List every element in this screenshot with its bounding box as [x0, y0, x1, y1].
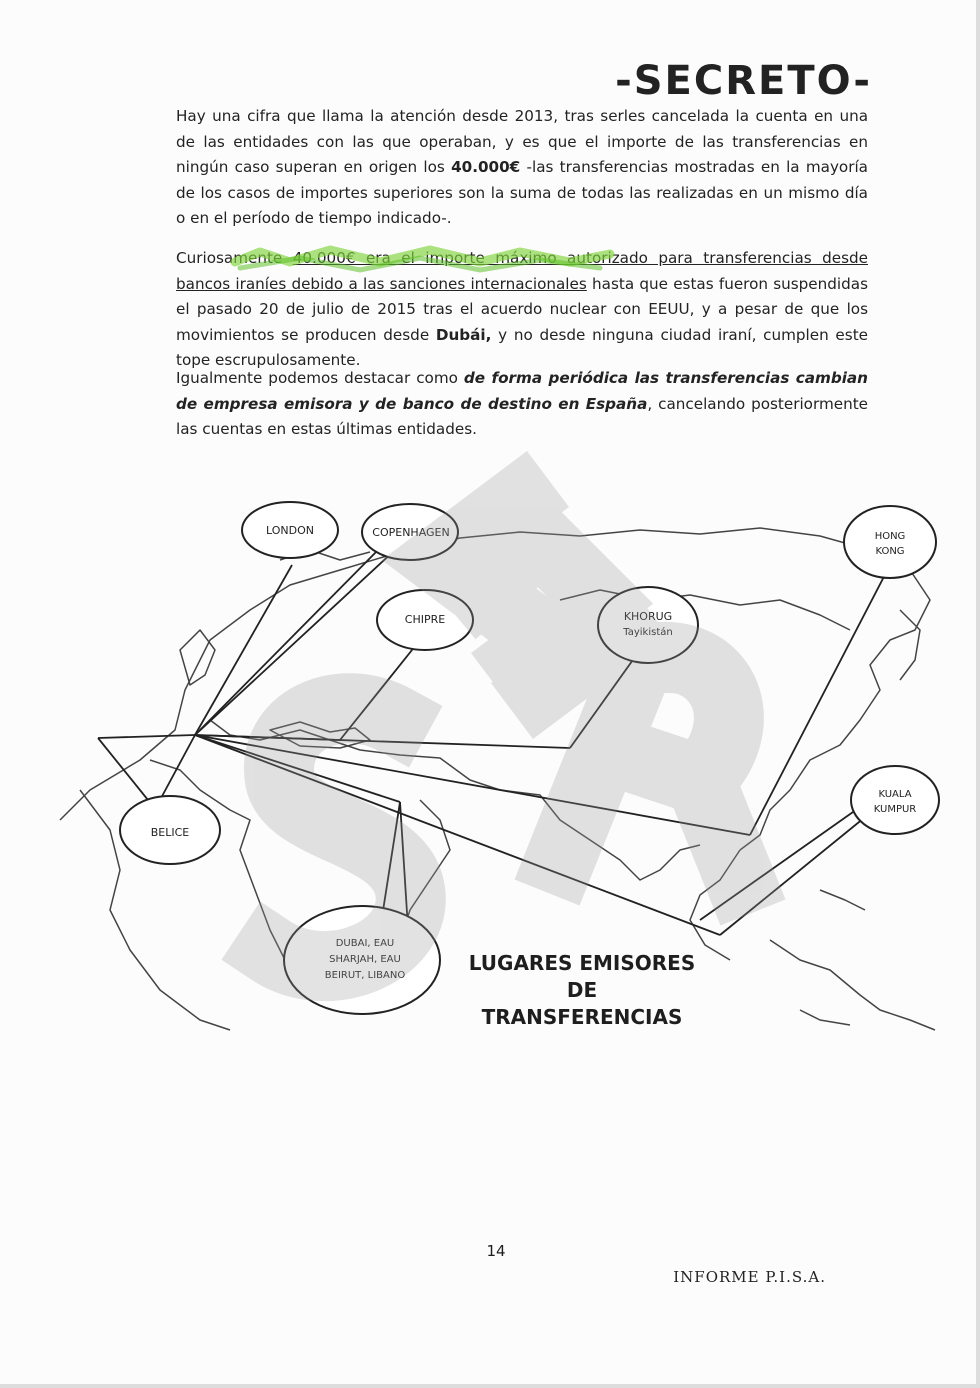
scan-edge-bottom	[0, 1384, 980, 1388]
label-chipre: CHIPRE	[404, 613, 446, 626]
label-hong-kong-1: HONG	[874, 531, 906, 542]
map-caption-line-2: TRANSFERENCIAS	[481, 1005, 683, 1029]
bubble-khorug	[598, 587, 698, 663]
p1-amount: 40.000€	[451, 158, 521, 176]
bubble-kuala-lumpur	[851, 766, 939, 834]
paragraph-2	[176, 246, 868, 374]
label-khorug-sub: Tayikistán	[623, 627, 673, 638]
bubble-labels	[151, 524, 917, 981]
p2-text-a: Curiosamente	[176, 249, 293, 267]
label-copenhagen: COPENHAGEN	[372, 526, 450, 539]
callout-bubbles	[120, 502, 939, 1014]
label-kuala-2: KUMPUR	[873, 804, 917, 815]
p2-city: Dubái,	[435, 325, 492, 344]
scan-edge-right	[976, 0, 980, 1388]
label-khorug: KHORUG	[623, 610, 673, 623]
bubble-hong-kong	[844, 506, 936, 578]
p2-text-c: y no desde ninguna ciudad iraní, cumplen este tope escrupulosamente.	[176, 325, 868, 369]
label-dubai-2: SHARJAH, EAU	[329, 954, 401, 965]
label-dubai-1: DUBAI, EAU	[335, 938, 395, 949]
label-hong-kong-2: KONG	[875, 546, 905, 557]
p1-text-b: -las transferencias mostradas en la mayoría de los casos de importes superiores son la suma de todas las realizadas en un mismo día o en el período de tiempo indicado-.	[176, 158, 868, 227]
p2-underlined-text: 40.000€ era el importe máximo autorizado para transferencias desde bancos iraníes debido a las sanciones internacionales	[176, 249, 868, 293]
p1-text-a: Hay una cifra que llama la atención desde 2013, tras serles cancelada la cuenta en una de las entidades con las que operaban, y es que el importe de las transferencias en ningún caso superan en origen los	[176, 107, 868, 176]
classification-heading: -SECRETO-	[615, 58, 872, 104]
p2-text-b: hasta que estas fueron suspendidas el pasado 20 de julio de 2015 tras el acuerdo nuclear con EEUU, y a pesar de que los movimientos se producen desde	[176, 274, 868, 344]
p3-text-b: , cancelando posteriormente las cuentas en estas últimas entidades.	[176, 394, 869, 438]
p3-text-a: Igualmente podemos destacar como	[176, 369, 464, 387]
label-belice: BELICE	[150, 826, 190, 839]
map-caption	[452, 950, 712, 1031]
report-footer: INFORME P.I.S.A.	[673, 1268, 826, 1286]
label-london: LONDON	[266, 524, 314, 537]
label-kuala-1: KUALA	[878, 789, 912, 800]
p3-emphasis: de forma periódica las transferencias cambian de empresa emisora y de banco de destino en España	[176, 369, 868, 413]
paragraph-3	[176, 366, 868, 443]
page-number: 14	[486, 1242, 506, 1260]
connection-lines	[98, 548, 890, 960]
map-caption-line-1: LUGARES EMISORES DE	[468, 951, 696, 1002]
label-dubai-3: BEIRUT, LIBANO	[324, 970, 406, 981]
paragraph-1	[176, 104, 868, 232]
